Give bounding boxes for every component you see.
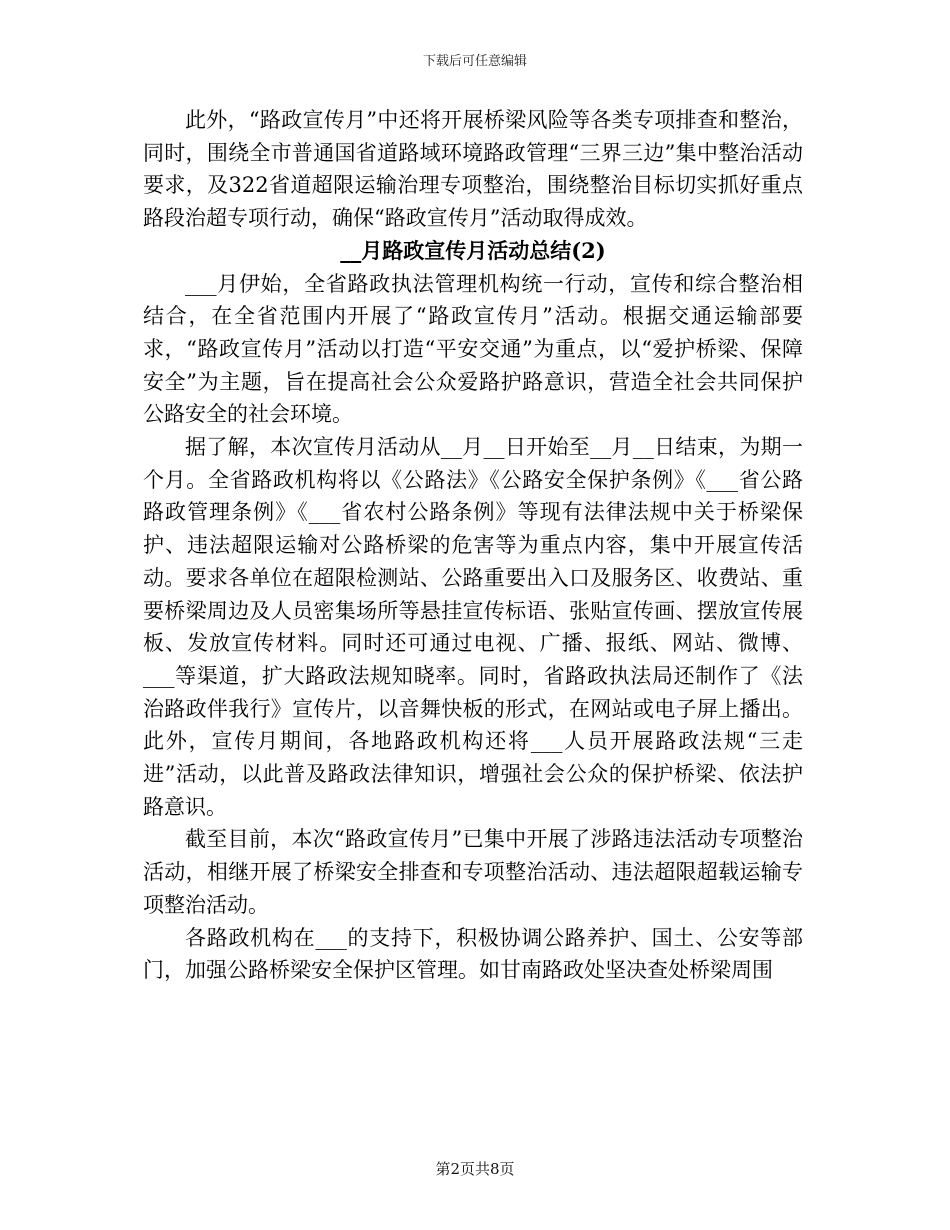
section-title: __月路政宣传月活动总结(2)	[340, 237, 606, 263]
paragraph-2: ___月伊始，全省路政执法管理机构统一行动，宣传和综合整治相结合，在全省范围内开展了“路政宣传月”活动。根据交通运输部要求，“路政宣传月”活动以打造“平安交通”为重点，以“爱护桥梁、保障安全”为主题，旨在提高社会公众爱路护路意识，营造全社会共同保护公路安全的社会环境。	[143, 271, 803, 427]
paragraph-4: 截至目前，本次“路政宣传月”已集中开展了涉路违法活动专项整治活动，相继开展了桥梁安全排查和专项整治活动、违法超限超载运输专项整治活动。	[143, 827, 803, 917]
page-header-note: 下载后可任意编辑	[422, 54, 527, 69]
page-number: 第2页共8页	[435, 1160, 515, 1178]
paragraph-5: 各路政机构在___的支持下，积极协调公路养护、国土、公安等部门，加强公路桥梁安全保护区管理。如甘南路政处坚决查处桥梁周围	[143, 925, 803, 983]
document-body	[143, 104, 803, 987]
paragraph-1: 此外，“路政宣传月”中还将开展桥梁风险等各类专项排查和整治，同时，围绕全市普通国省道路域环境路政管理“三界三边”集中整治活动要求，及322省道超限运输治理专项整治，围绕整治目标切实抓好重点路段治超专项行动，确保“路政宣传月”活动取得成效。	[143, 108, 803, 231]
paragraph-3: 据了解，本次宣传月活动从__月__日开始至__月__日结束，为期一个月。全省路政机构将以《公路法》《公路安全保护条例》《___省公路路政管理条例》《___省农村公路条例》等现有法律法规中关于桥梁保护、违法超限运输对公路桥梁的危害等为重点内容，集中开展宣传活动。要求各单位在超限检测站、公路重要出入口及服务区、收费站、重要桥梁周边及人员密集场所等悬挂宣传标语、张贴宣传画、摆放宣传展板、发放宣传材料。同时还可通过电视、广播、报纸、网站、微博、___等渠道，扩大路政法规知晓率。同时，省路政执法局还制作了《法治路政伴我行》宣传片，以音舞快板的形式，在网站或电子屏上播出。此外，宣传月期间，各地路政机构还将___人员开展路政法规“三走进”活动，以此普及路政法律知识，增强社会公众的保护桥梁、依法护路意识。	[143, 435, 803, 819]
